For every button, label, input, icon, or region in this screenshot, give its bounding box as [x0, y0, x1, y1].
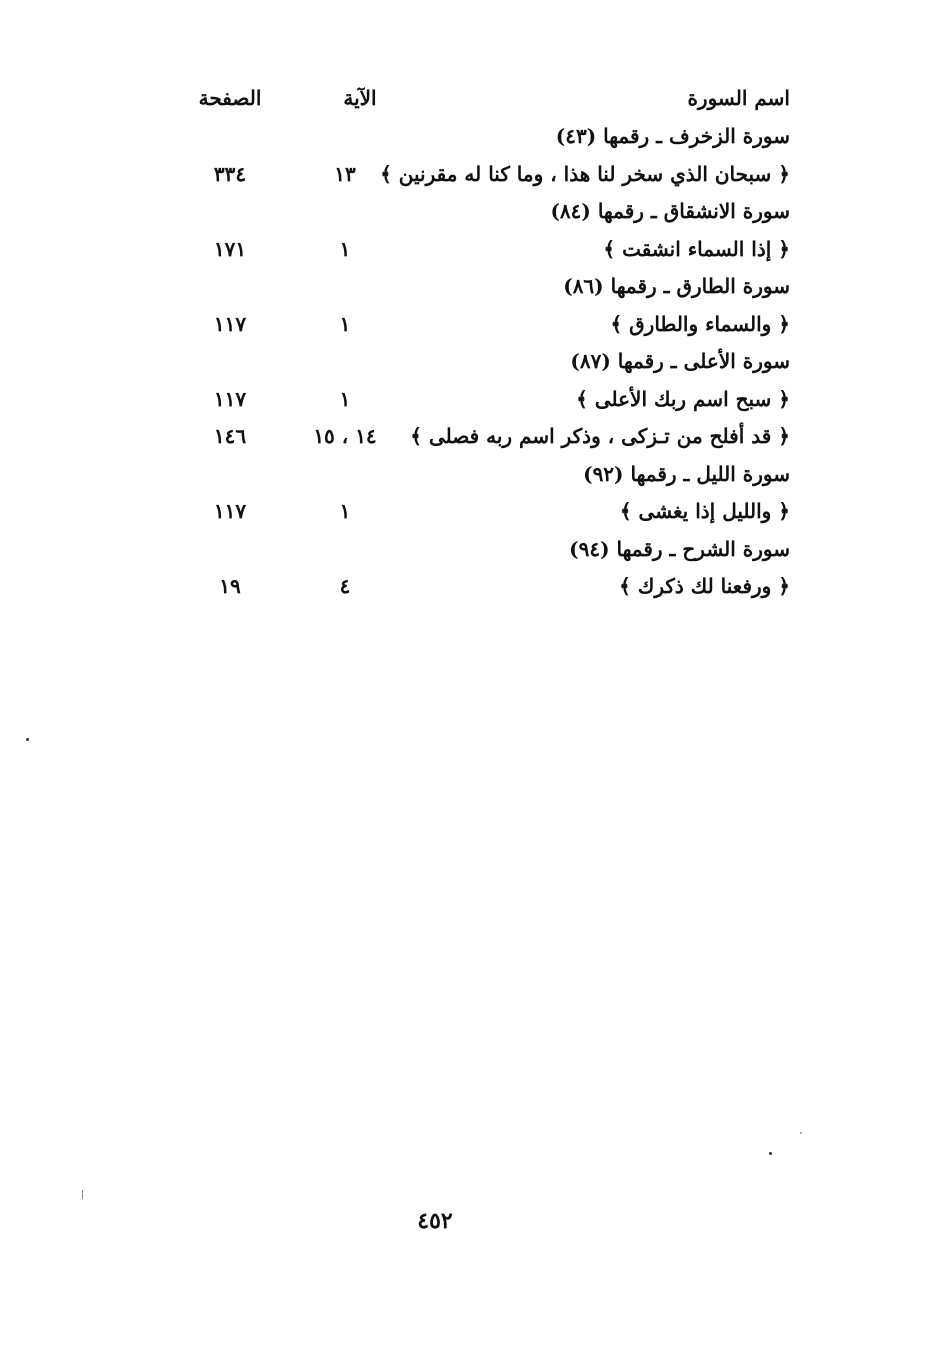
table-row [100, 274, 790, 312]
verse-text: ﴿ قد أفلح من تـزكى ، وذكر اسم ربه فصلى ﴾ [410, 424, 790, 448]
table-row [100, 537, 790, 575]
page-ref: ١١٧ [213, 386, 247, 411]
header-ayah: الآية [343, 86, 377, 110]
ayah-number: ١ [339, 236, 351, 261]
scan-speck [800, 1132, 802, 1134]
verse-text: ﴿ سبح اسم ربك الأعلى ﴾ [576, 386, 790, 411]
page-number: ٤٥٢ [417, 1208, 453, 1234]
table-row [100, 499, 790, 537]
ayah-number: ١ [339, 311, 351, 336]
page-ref: ١٩ [219, 574, 241, 598]
surah-heading: سورة الليل ـ رقمها (٩٢) [583, 461, 790, 486]
table-row [100, 162, 790, 200]
scan-speck [82, 1190, 83, 1199]
scan-speck [26, 738, 29, 741]
page-ref: ١١٧ [213, 499, 247, 523]
header-page: الصفحة [198, 86, 262, 110]
surah-heading: سورة الزخرف ـ رقمها (٤٣) [555, 124, 790, 148]
table-row [100, 574, 790, 612]
header-surah-name: اسم السورة [687, 86, 790, 110]
page-ref: ١٧١ [213, 236, 247, 261]
table-row [100, 237, 790, 275]
ayah-number: ١٣ [334, 161, 356, 186]
table-row [100, 387, 790, 425]
verse-text: ﴿ والسماء والطارق ﴾ [610, 311, 790, 336]
verse-text: ﴿ ورفعنا لك ذكرك ﴾ [619, 574, 790, 598]
table-row [100, 349, 790, 387]
ayah-number: ١ [339, 386, 351, 411]
table-row [100, 124, 790, 162]
page-ref: ١١٧ [213, 311, 247, 336]
verse-text: ﴿ والليل إذا يغشى ﴾ [619, 499, 790, 523]
surah-heading: سورة الشرح ـ رقمها (٩٤) [569, 536, 790, 561]
page-ref: ٣٣٤ [213, 161, 247, 186]
ayah-number: ٤ [339, 574, 351, 598]
page-ref: ١٤٦ [213, 424, 247, 448]
table-row [100, 312, 790, 350]
surah-heading: سورة الانشقاق ـ رقمها (٨٤) [550, 199, 790, 223]
ayah-number: ١٤ ، ١٥ [313, 424, 377, 448]
verse-text: ﴿ سبحان الذي سخر لنا هذا ، وما كنا له مقرنين ﴾ [380, 161, 790, 186]
scan-speck [769, 1152, 772, 1155]
verse-text: ﴿ إذا السماء انشقت ﴾ [603, 236, 790, 261]
ayah-number: ١ [339, 499, 351, 523]
table-header [100, 86, 790, 118]
table-row [100, 424, 790, 462]
table-row [100, 462, 790, 500]
table-row [100, 199, 790, 237]
surah-heading: سورة الأعلى ـ رقمها (٨٧) [570, 349, 790, 373]
index-table [100, 124, 790, 612]
surah-heading: سورة الطارق ـ رقمها (٨٦) [563, 274, 790, 298]
